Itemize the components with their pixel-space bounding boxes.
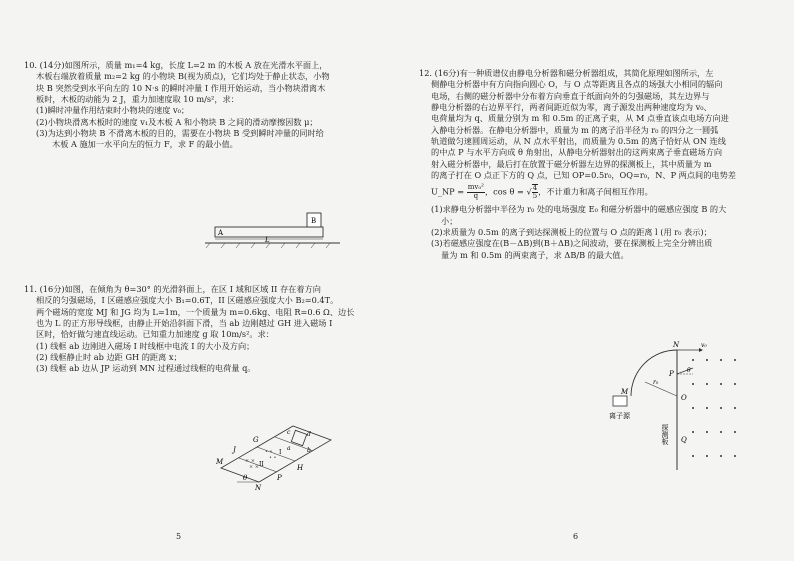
label-b: b — [307, 447, 311, 454]
p10-question-3b: 木板 A 施加一水平向左的恒力 F，求 F 的最小值。 — [52, 139, 238, 150]
label-m: M — [621, 388, 629, 396]
wire-frame — [291, 430, 306, 445]
label-region-1: I — [279, 449, 282, 456]
p12-question-1: (1)求静电分析器中半径为 r₀ 处的电场强度 E₀ 和磁分析器中的磁感应强度 B 的大 — [431, 204, 727, 215]
right-page-number: 6 — [573, 532, 579, 541]
svg-text:× ×: × × — [245, 458, 255, 464]
formula-u-np: U_NP = — [431, 186, 467, 197]
label-q: Q — [681, 436, 687, 444]
label-o: O — [681, 394, 687, 402]
formula-frac-1 — [467, 184, 485, 200]
p11-line-1: 11. (16分)如图，在倾角为 θ=30° 的光滑斜面上，在区 I 域和区域 II 存在着方向 — [24, 284, 321, 294]
formula-frac-1-num: mv₀² — [467, 183, 484, 192]
p12-line-5: 电荷量均为 q、质量分别为 m 和 0.5m 的正离子束，从 M 点垂直该点电场方向进 — [431, 113, 729, 124]
p10-line-2: 木板右端放着质量 m₂=2 kg 的小物块 B(视为质点)，它们均处于静止状态，小物 — [36, 71, 330, 82]
label-v0: v₀ — [701, 342, 707, 349]
p12-question-2: (2)求质量为 0.5m 的离子到达探测板上的位置与 O 点的距离 l (用 r₀ 表示)； — [431, 227, 712, 238]
label-a: A — [218, 229, 224, 237]
p10-figure — [205, 205, 340, 250]
label-p: P — [277, 474, 282, 482]
p12-question-3b: 量为 m 和 0.5m 的两束离子，求 ΔB/B 的最大值。 — [441, 249, 629, 260]
p12-question-1b: 小； — [441, 215, 458, 226]
label-a: a — [287, 445, 291, 452]
p11-question-3: (3) 线框 ab 边从 JP 运动到 MN 过程通过线框的电荷量 q。 — [36, 363, 256, 374]
p10-line-1: 10. (14分)如图所示，质量 m₁=4 kg，长度 L=2 m 的木板 A 放在光滑水平面上， — [24, 60, 328, 70]
p12-question-3: (3)若磁感应强度在(B－ΔB)到(B＋ΔB)之间波动，要在探测板上完全分辨出质 — [431, 238, 713, 249]
p12-figure — [589, 338, 739, 478]
label-n: N — [255, 484, 262, 492]
p10-line-4: 板时，木板的动能为 2 J，重力加速度取 10 m/s²，求： — [36, 93, 239, 104]
p10-question-3: (3)为达到小物块 B 不滑离木板的目的，需要在小物块 B 受到瞬时冲量的同时给 — [36, 127, 324, 138]
label-j: J — [233, 446, 236, 454]
p12-line-6: 入静电分析器。在静电分析器中，质量为 m 的离子沿半径为 r₀ 的四分之一圆弧 — [431, 124, 719, 135]
p12-line-4: 静电分析器的右边界平行，两者间距近似为零，离子源发出两种速度均为 v₀、 — [431, 101, 712, 112]
formula-tail: ，不计重力和离子间相互作用。 — [538, 186, 653, 197]
formula-cos: ，cos θ = — [484, 186, 527, 197]
label-m: M — [216, 458, 224, 466]
label-b: B — [311, 217, 317, 225]
svg-text:• •: • • — [265, 449, 273, 455]
p11-question-2: (2) 线框静止时 ab 边距 GH 的距离 x； — [36, 351, 182, 362]
label-source: 离子源 — [609, 412, 630, 420]
svg-text:• •: • • — [269, 455, 277, 461]
p12-formula — [419, 184, 736, 201]
label-d: d — [307, 431, 311, 438]
label-l: L — [265, 236, 270, 244]
p11-line-4: 也为 L 的正方形导线框，由静止开始沿斜面下滑，当 ab 边刚越过 GH 进入磁场 I — [36, 317, 333, 328]
p10-question-1: (1)瞬时冲量作用结束时小物块的速度 v₀； — [36, 105, 190, 116]
label-n: N — [673, 341, 680, 349]
p11-figure — [215, 420, 335, 492]
p12-line-3: 电场，右侧的磁分析器中分布着方向垂直于纸面向外的匀强磁场，其左边界与 — [431, 90, 710, 101]
p12-line-9: 射入磁分析器中，最后打在放置于磁分析器左边界的探测板上，其中质量为 m — [431, 158, 712, 169]
label-p: P — [669, 370, 674, 378]
problem-12 — [419, 68, 736, 261]
p12-line-10: 的离子打在 O 点正下方的 Q 点，已知 OP=0.5r₀，OQ=r₀，N、P 两点间的电势差 — [431, 169, 736, 180]
p12-line-1: 12. (16分)有一种质谱仪由静电分析器和磁分析器组成，其简化原理如图所示，左 — [419, 68, 714, 78]
p12-line-8: 的中点 P 与水平方向成 θ 角射出，从静电分析器射出的这两束离子垂直磁场方向 — [431, 147, 723, 158]
svg-text:× ×: × × — [249, 464, 259, 470]
label-h: H — [297, 464, 304, 472]
label-g: G — [253, 436, 259, 444]
label-c: c — [287, 429, 291, 436]
left-page-number: 5 — [176, 532, 182, 541]
p11-question-1: (1) 线框 ab 边刚进入磁场 I 时线框中电流 I 的大小及方向； — [36, 340, 255, 351]
right-page — [397, 0, 794, 561]
p12-line-2: 侧静电分析器中有方向指向圆心 O，与 O 点等距离且各点的场强大小相同的辐向 — [431, 79, 723, 90]
formula-frac-2-den: 5 — [532, 192, 538, 201]
formula-frac-1-den: q — [473, 191, 479, 200]
p10-question-2: (2)小物块滑离木板时的速度 v₁及木板 A 和小物块 B 之间的滑动摩擦因数 μ； — [36, 116, 318, 127]
p10-line-3: 块 B 突然受到水平向左的 10 N·s 的瞬时冲量 I 作用开始运动，当小物块滑离木 — [36, 82, 326, 93]
formula-frac-2-num: 4 — [532, 183, 538, 192]
label-theta: θ — [687, 367, 691, 374]
label-r0: r₀ — [653, 379, 659, 386]
label-region-2: II — [259, 461, 264, 468]
label-detector: 探测板 — [661, 424, 669, 445]
ion-source — [613, 396, 627, 406]
p11-line-3: 两个磁场的宽度 MJ 和 JG 均为 L=1m，一个质量为 m=0.6kg、电阻 R=0.6 Ω、边长 — [36, 306, 355, 317]
problem-11 — [24, 284, 354, 375]
label-theta: θ — [243, 474, 248, 482]
sqrt-icon: √ — [526, 186, 532, 197]
p11-line-5: 区时，恰好做匀速直线运动。已知重力加速度 g 取 10m/s²。求： — [36, 329, 274, 340]
p12-line-7: 轨道做匀速圆周运动，从 N 点水平射出，而质量为 0.5m 的离子恰好从 ON 连线 — [431, 135, 726, 146]
p11-line-2: 相反的匀强磁场，I 区磁感应强度大小 B₁=0.6T，II 区磁感应强度大小 B₂=0.4T。 — [36, 295, 339, 306]
problem-10 — [24, 60, 330, 151]
